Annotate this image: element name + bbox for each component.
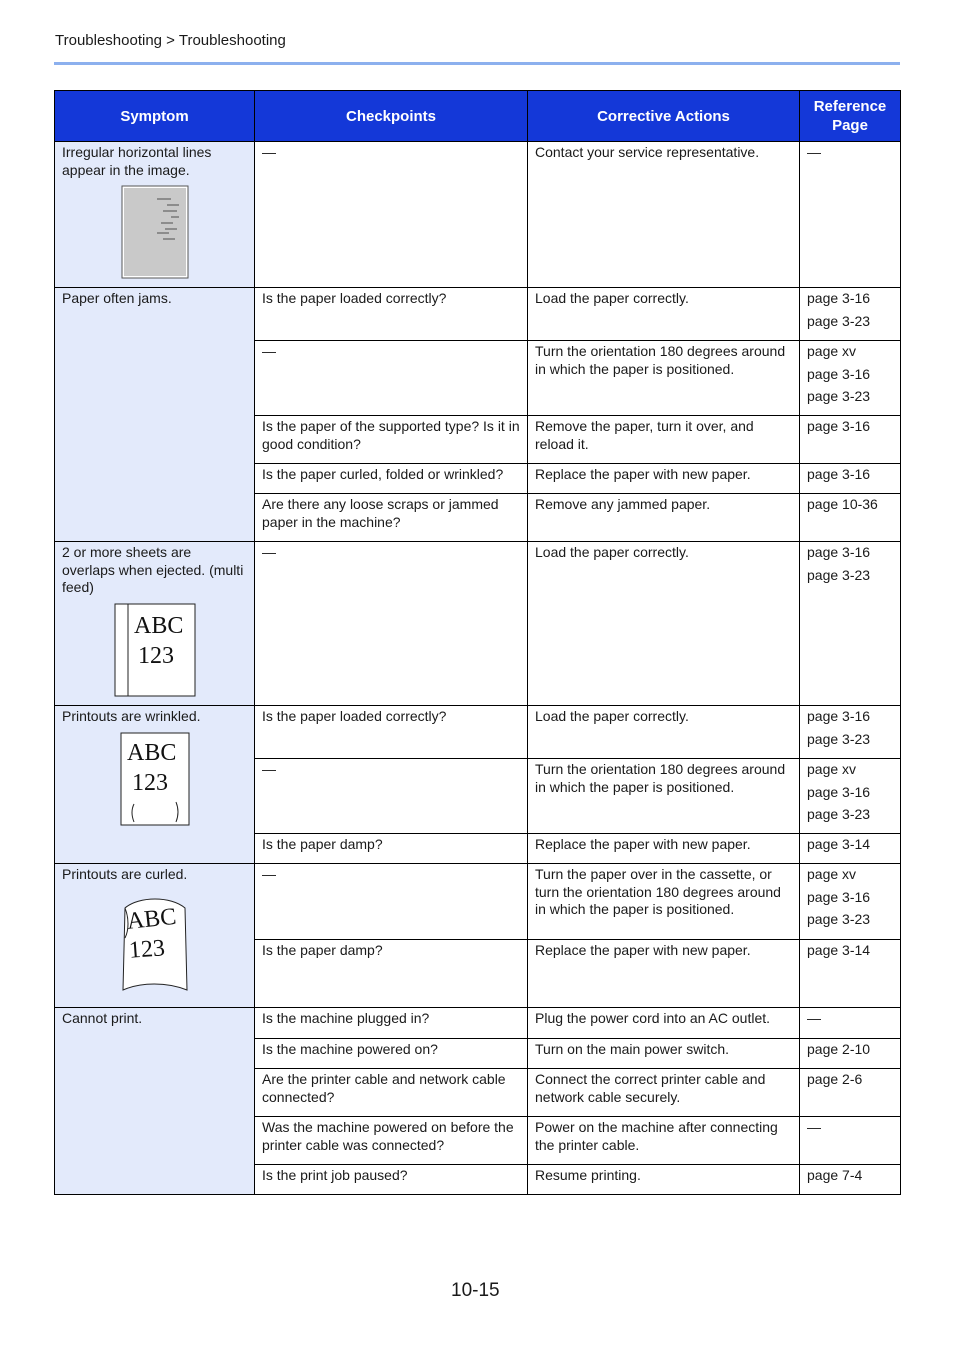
corrective-action-cell: Remove any jammed paper. [528, 494, 800, 542]
reference-page-link: page 3-23 [807, 566, 871, 583]
reference-page-link: — [807, 1119, 821, 1135]
reference-cell [800, 706, 901, 759]
checkpoint-cell: Is the paper damp? [255, 940, 528, 1008]
reference-page-link: page 7-4 [807, 1167, 863, 1183]
checkpoint-cell: — [255, 759, 528, 834]
irregular-lines-illustration [121, 185, 189, 279]
reference-cell [800, 834, 901, 864]
troubleshooting-table [54, 90, 901, 1195]
curled-printout-illustration [119, 890, 191, 996]
breadcrumb: Troubleshooting > Troubleshooting [55, 32, 286, 49]
illus-text-abc: ABC [125, 903, 177, 935]
checkpoint-cell: Is the paper loaded correctly? [255, 706, 528, 759]
checkpoint-cell: — [255, 142, 528, 288]
symptom-cell [55, 542, 255, 706]
symptom-cell [55, 142, 255, 288]
illus-text-123: 123 [137, 642, 174, 669]
table-row [55, 864, 901, 940]
header-rule [54, 62, 900, 65]
corrective-action-cell: Plug the power cord into an AC outlet. [528, 1008, 800, 1039]
reference-page-link: page 3-16 [807, 544, 871, 560]
corrective-action-cell: Turn on the main power switch. [528, 1039, 800, 1069]
reference-cell [800, 864, 901, 940]
reference-cell [800, 142, 901, 288]
reference-page-link: page xv [807, 343, 857, 359]
wrinkled-printout-illustration [120, 732, 190, 826]
table-header-row [55, 91, 901, 142]
reference-page-link: page 3-23 [807, 388, 871, 404]
reference-page-link: page 3-16 [807, 466, 871, 482]
reference-cell [800, 494, 901, 542]
checkpoint-cell: — [255, 341, 528, 416]
illus-text-abc: ABC [126, 739, 176, 766]
checkpoint-cell: Is the machine plugged in? [255, 1008, 528, 1039]
illus-text-abc: ABC [133, 612, 183, 639]
reference-page-link: page 3-16 [807, 783, 871, 800]
checkpoint-cell: Is the paper loaded correctly? [255, 288, 528, 341]
reference-cell [800, 542, 901, 706]
header-corrective-actions: Corrective Actions [528, 91, 800, 142]
table-body [55, 142, 901, 1195]
corrective-action-cell: Turn the paper over in the cassette, or turn the orientation 180 degrees around in which the paper is positioned. [528, 864, 800, 940]
reference-page-link: page xv [807, 866, 857, 882]
illus-text-123: 123 [127, 934, 166, 964]
corrective-action-cell: Load the paper correctly. [528, 542, 800, 706]
reference-page-link: page 2-6 [807, 1071, 863, 1087]
corrective-action-cell: Remove the paper, turn it over, and reload it. [528, 416, 800, 464]
reference-page-link: page xv [807, 761, 857, 777]
page-number: 10-15 [451, 1280, 500, 1301]
symptom-text: Paper often jams. [62, 290, 172, 306]
reference-cell [800, 464, 901, 494]
reference-page-link: page 3-16 [807, 708, 871, 724]
reference-page-link: page 10-36 [807, 496, 878, 512]
reference-page-link: — [807, 144, 821, 160]
checkpoint-cell: Is the machine powered on? [255, 1039, 528, 1069]
checkpoint-cell: Was the machine powered on before the printer cable was connected? [255, 1117, 528, 1165]
reference-cell [800, 1069, 901, 1117]
corrective-action-cell: Replace the paper with new paper. [528, 834, 800, 864]
symptom-text: Printouts are curled. [62, 866, 188, 882]
reference-page-link: page 2-10 [807, 1041, 871, 1057]
checkpoint-cell: — [255, 864, 528, 940]
reference-page-link: page 3-23 [807, 911, 871, 927]
table-row [55, 288, 901, 341]
reference-page-link: page 3-16 [807, 888, 871, 905]
checkpoint-cell: Is the print job paused? [255, 1165, 528, 1195]
corrective-action-cell: Turn the orientation 180 degrees around in which the paper is positioned. [528, 759, 800, 834]
table-row [55, 542, 901, 706]
reference-cell [800, 416, 901, 464]
corrective-action-cell: Contact your service representative. [528, 142, 800, 288]
reference-page-link: page 3-16 [807, 418, 871, 434]
multi-feed-illustration [114, 603, 196, 697]
header-checkpoints: Checkpoints [255, 91, 528, 142]
checkpoint-cell: Is the paper of the supported type? Is it in good condition? [255, 416, 528, 464]
reference-page-link: page 3-14 [807, 836, 871, 852]
corrective-action-cell: Replace the paper with new paper. [528, 940, 800, 1008]
symptom-cell [55, 706, 255, 864]
reference-cell [800, 759, 901, 834]
illus-text-123: 123 [131, 769, 168, 796]
symptom-text: Irregular horizontal lines appear in the image. [62, 144, 212, 178]
reference-cell [800, 940, 901, 1008]
corrective-action-cell: Replace the paper with new paper. [528, 464, 800, 494]
reference-cell [800, 1039, 901, 1069]
symptom-cell [55, 288, 255, 542]
header-symptom: Symptom [55, 91, 255, 142]
table-row [55, 1008, 901, 1039]
reference-page-link: page 3-23 [807, 312, 871, 329]
symptom-cell [55, 1008, 255, 1195]
checkpoint-cell: Are there any loose scraps or jammed paper in the machine? [255, 494, 528, 542]
reference-cell [800, 1008, 901, 1039]
symptom-text: Cannot print. [62, 1010, 143, 1026]
reference-page-link: page 3-23 [807, 806, 871, 822]
symptom-text: 2 or more sheets are overlaps when ejected. (multi feed) [62, 544, 244, 595]
corrective-action-cell: Power on the machine after connecting the printer cable. [528, 1117, 800, 1165]
reference-cell [800, 288, 901, 341]
table-row [55, 142, 901, 288]
checkpoint-cell: Are the printer cable and network cable connected? [255, 1069, 528, 1117]
reference-page-link: page 3-14 [807, 942, 871, 958]
symptom-text: Printouts are wrinkled. [62, 708, 201, 724]
reference-page-link: page 3-23 [807, 730, 871, 747]
checkpoint-cell: Is the paper curled, folded or wrinkled? [255, 464, 528, 494]
reference-page-link: page 3-16 [807, 290, 871, 306]
corrective-action-cell: Load the paper correctly. [528, 706, 800, 759]
reference-cell [800, 1165, 901, 1195]
corrective-action-cell: Resume printing. [528, 1165, 800, 1195]
checkpoint-cell: Is the paper damp? [255, 834, 528, 864]
corrective-action-cell: Load the paper correctly. [528, 288, 800, 341]
table-row [55, 706, 901, 759]
corrective-action-cell: Connect the correct printer cable and network cable securely. [528, 1069, 800, 1117]
symptom-cell [55, 864, 255, 1008]
reference-cell [800, 1117, 901, 1165]
reference-cell [800, 341, 901, 416]
reference-page-link: page 3-16 [807, 365, 871, 382]
corrective-action-cell: Turn the orientation 180 degrees around in which the paper is positioned. [528, 341, 800, 416]
reference-page-link: — [807, 1010, 821, 1026]
header-reference-page: Reference Page [800, 91, 901, 142]
checkpoint-cell: — [255, 542, 528, 706]
